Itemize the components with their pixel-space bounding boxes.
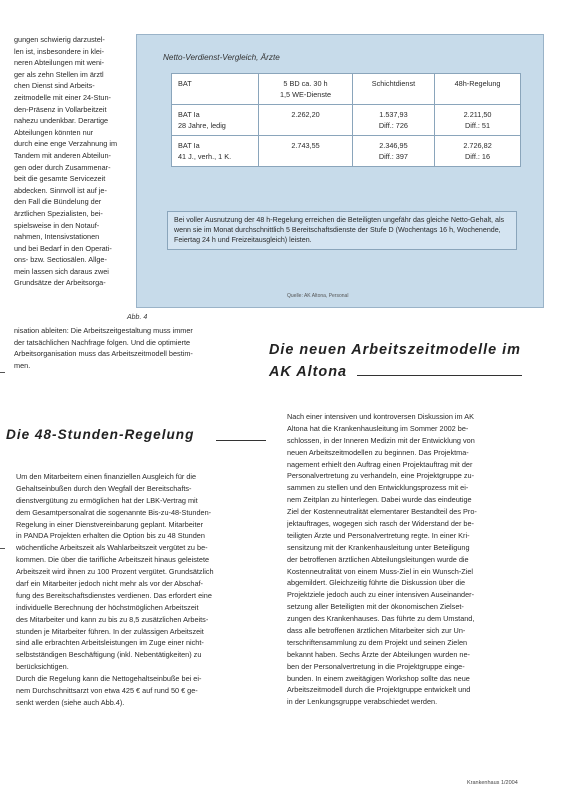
text-line: beit die gesamte Servicezeit [14, 174, 106, 184]
figure-salary-comparison [136, 34, 544, 308]
crop-mark [0, 372, 5, 373]
text-line: berücksichtigen. [16, 662, 69, 672]
heading-line: AK Altona [269, 364, 348, 380]
left-column-48h-text [16, 471, 272, 709]
text-line: ärztlichen Spezialisten, bei- [14, 208, 103, 218]
text-line: bekannt haben. Sechs Ärzte der Abteilungen wurden ne- [287, 649, 470, 659]
table-cell: 1.537,93 Diff.: 726 [352, 105, 434, 136]
text-line: und bei Bedarf in den Operati- [14, 243, 112, 253]
text-line: gen oder durch Zusammenar- [14, 162, 111, 172]
text-line: nisation ableiten: Die Arbeitszeitgestaltung muss immer [14, 326, 193, 335]
text-line: Arbeitszeitmodell durch die Projektgruppe entwickelt und [287, 685, 471, 695]
text-line: gungen schwierig darzustel- [14, 35, 105, 44]
table-header-cell: Schichtdienst [352, 74, 434, 105]
text-line: abgemildert. Gleichzeitig führte die Diskussion über die [287, 578, 466, 588]
text-line: neuen Arbeitszeitmodellen zu beginnen. Das Projektma- [287, 447, 469, 457]
text-line: Grundsätze der Arbeitsorga- [14, 278, 106, 288]
text-line: terschriftensammlung zu dem Projekt und seinen Zielen [287, 637, 468, 647]
text-line: nahezu undenkbar. Derartige [14, 116, 109, 126]
text-line: Um den Mitarbeitern einen finanziellen Ausgleich für die [16, 472, 197, 481]
table-cell: 2.726,82 Diff.: 16 [435, 136, 521, 167]
text-line: der tatsächlichen Nachfrage folgen. Und die optimierte [14, 337, 191, 347]
text-line: zeitmodelle mit einer 24-Stun- [14, 92, 111, 102]
heading-rule [216, 440, 266, 441]
text-line: fung des Bereitschaftsdienstes verdienen. Das erfordert eine [16, 590, 212, 600]
text-line: dem Gesamtpersonalrat die sogenannte Bis-zu-48-Stunden- [16, 507, 212, 517]
text-line: Arbeitsorganisation muss das Arbeitszeitmodell bestim- [14, 349, 193, 359]
text-line: Abteilungen könnten nur [14, 127, 94, 137]
figure-title: Netto-Verdienst-Vergleich, Ärzte [163, 53, 280, 62]
text-line: neren Abteilungen mit weni- [14, 58, 105, 68]
table-cell: 2.211,50 Diff.: 51 [435, 105, 521, 136]
text-line: mein lassen sich daraus zwei [14, 266, 109, 276]
text-line: nem Zeitplan zu hinterlegen. Dabei wurde das eindeutige [287, 495, 472, 505]
text-line: dass alle betroffenen ärztlichen Mitarbeiter sich zur Un- [287, 626, 466, 636]
text-line: Ziel der Kostenneutralität elementarer Bestandteil des Pro- [287, 507, 477, 517]
text-line: nagement erhielt den Auftrag einen Projektauftrag mit der [287, 459, 473, 469]
text-line: Kostenneutralität von einem Muss-Ziel in ein Wunsch-Ziel [287, 566, 474, 576]
text-line: Personalvertretung zu verhandeln, eine Projektgruppe zu- [287, 471, 474, 481]
text-line: individuelle Berechnung der höchstmöglichen Arbeitszeit [16, 602, 199, 612]
text-line: in der Lenkungsgruppe verabschiedet werden. [287, 697, 438, 707]
text-line: sammen zu stellen und den Entwicklungsprozess mit ei- [287, 483, 469, 493]
figure-label: Abb. 4 [127, 314, 148, 321]
text-line: setzung aller Beteiligten mit der ökonomischen Zielset- [287, 602, 464, 612]
text-line: chen Dienst sind Arbeits- [14, 81, 95, 91]
text-line: Gehaltseinbußen durch den Wegfall der Bereitschafts- [16, 483, 192, 493]
text-line: Altona hat die Krankenhausleitung im Sommer 2002 be- [287, 423, 469, 433]
table-header-row [172, 74, 521, 105]
text-line: Durch die Regelung kann die Nettogehaltseinbuße bei ei- [16, 674, 202, 684]
comparison-table [171, 73, 521, 167]
text-line: den-Präsenz in Vollarbeitzeit [14, 104, 107, 114]
text-line: durch eine enge Verzahnung im [14, 139, 118, 149]
text-line: Regelung in einer Dienstvereinbarung geplant. Mitarbeiter [16, 519, 203, 529]
text-line: ger als zehn Stellen im ärztl [14, 69, 104, 79]
text-line: nahmen, Intensivstationen [14, 232, 100, 242]
text-line: Tandem mit anderen Abteilun- [14, 150, 111, 160]
text-line: dienstvergütung zu ermöglichen hat der LBK-Vertrag mit [16, 495, 198, 505]
table-header-cell: BAT [172, 74, 259, 105]
text-line: Projektziele jedoch auch zu einer intensiven Auseinander- [287, 590, 474, 600]
table-cell: 2.262,20 [259, 105, 353, 136]
left-column-continuation [14, 325, 269, 371]
text-line: sind alle erbrachten Arbeitsleistungen im Zuge einer nicht- [16, 638, 204, 648]
heading-line: Die neuen Arbeitszeitmodelle im [269, 342, 521, 358]
section-heading-48h: Die 48-Stunden-Regelung [6, 427, 195, 442]
text-line: spielsweise in den Notauf- [14, 220, 100, 230]
text-line: len ist, insbesondere in klei- [14, 46, 105, 56]
text-line: wöchentliche Arbeitszeit als Wahlarbeitszeit vergütet zu be- [16, 543, 208, 553]
table-cell: 2.346,95 Diff.: 397 [352, 136, 434, 167]
left-column-text [14, 34, 130, 289]
text-line: den Fall die Bündelung der [14, 197, 102, 207]
text-line: men. [14, 360, 31, 370]
figure-source: Quelle: AK Altona, Personal [287, 293, 349, 299]
text-line: schlossen, in der Inneren Medizin mit der Entwicklung von [287, 435, 475, 445]
figure-note: Bei voller Ausnutzung der 48 h-Regelung erreichen die Beteiligten ungefähr das gleiche Netto-Gehalt, als wenn sie im Monat durchschnittlich 5 Bereitschaftsdienste der Stufe D (Wochentags 16 h, Wochenende, Feiertag 24 h und Freizeitausgleich) leisten. [167, 211, 517, 250]
text-line: zungen des Krankenhauses. Das führte zu dem Umstand, [287, 614, 475, 624]
text-line: kommen. Die über die tarifliche Arbeitszeit hinaus geleistete [16, 555, 210, 565]
table-cell: BAT Ia 28 Jahre, ledig [172, 105, 259, 136]
table-cell: 2.743,55 [259, 136, 353, 167]
table-row [172, 105, 521, 136]
heading-rule [357, 375, 522, 376]
table-header-cell: 5 BD ca. 30 h 1,5 WE-Dienste [259, 74, 353, 105]
text-line: Nach einer intensiven und kontroversen Diskussion im AK [287, 412, 474, 421]
text-line: abdecken. Sinnvoll ist auf je- [14, 185, 107, 195]
text-line: nem Durchschnittsarzt von etwa 425 € auf rund 50 € ge- [16, 686, 198, 696]
text-line: teiligten Ärzte und Personalvertretung regte. In einer Kri- [287, 530, 470, 540]
text-line: ben der Personalvertretung in die Projektgruppe einge- [287, 661, 465, 671]
text-line: selbstständigen Beschäftigung (inkl. Nebentätigkeiten) zu [16, 650, 202, 660]
text-line: des Mitarbeiter und kann zu bis zu 8,5 zusätzlichen Arbeits- [16, 614, 209, 624]
crop-mark [0, 548, 5, 549]
table-row [172, 136, 521, 167]
text-line: sensitzung mit der Krankenhausleitung unter Beteiligung [287, 542, 470, 552]
section-heading-neue-modelle [269, 339, 521, 383]
text-line: in PANDA Projekten erhalten die Option bis zu 48 Stunden [16, 531, 205, 541]
text-line: ons- bzw. Sectiosälen. Allge- [14, 255, 107, 265]
page-footer: Krankenhaus 1/2004 [467, 780, 518, 786]
text-line: der betroffenen ärztlichen Abteilungsleitungen wurde die [287, 554, 469, 564]
text-line: bunden. In einem zweitägigen Workshop sollte das neue [287, 673, 470, 683]
right-column-text [287, 411, 542, 708]
text-line: stunden je Mitarbeiter führen. In der zulässigen Arbeitszeit [16, 626, 204, 636]
table-header-cell: 48h-Regelung [435, 74, 521, 105]
text-line: senkt werden (siehe auch Abb.4). [16, 697, 125, 707]
text-line: darf ein Mitarbeiter jedoch nicht mehr als vor der Abschaf- [16, 579, 203, 589]
text-line: Arbeitszeit wird ihnen zu 100 Prozent vergütet. Grundsätzlich [16, 567, 214, 577]
table-cell: BAT Ia 41 J., verh., 1 K. [172, 136, 259, 167]
text-line: jektauftrages, wogegen sich rasch der Widerstand der be- [287, 519, 474, 529]
